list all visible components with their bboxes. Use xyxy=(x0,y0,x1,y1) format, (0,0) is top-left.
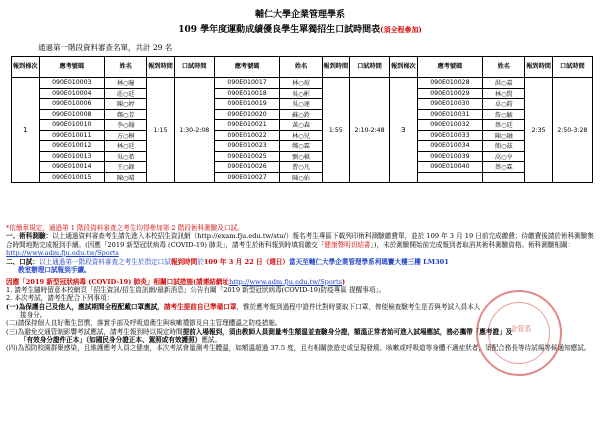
covid-2c-bold: 提前入場報到，須由教師人員測量考生額溫並查驗身分證，額溫正常者始可進入試場應試，務必攜帶「應考證」及 xyxy=(182,327,513,336)
exam-number: 090E010014 xyxy=(39,162,105,173)
header-checkin: 報到時間 xyxy=(322,57,349,78)
exam-number: 090E010027 xyxy=(214,172,280,183)
covid-item-1: 1. 請考生隨時留意本校網頁「招生資訊/招生資訊網/最新消息」公告有關「2019 新型冠狀病毒(COVID-19)防疫專區 提醒事項」。 xyxy=(6,286,386,295)
covid-item-2b: (二)請保持個人良好衛生習慣，落實手部及呼吸道衛生與咳嗽禮節及自主管理體溫之防疫措施。 xyxy=(6,319,282,328)
table-row xyxy=(12,88,593,99)
student-name: 陳○融 xyxy=(483,130,525,141)
header-name: 姓名 xyxy=(105,57,147,78)
schedule-table xyxy=(11,56,593,183)
header-group: 報到梯次 xyxy=(390,57,418,78)
schedule-title-text: 109 學年度運動成績優良學生單獨招生口試時間表 xyxy=(178,25,381,35)
covid-heading-post: ) xyxy=(341,277,346,286)
header-interview: 口試時間 xyxy=(552,57,592,78)
exam-number: 090E010008 xyxy=(39,109,105,120)
exam-number: 090E010031 xyxy=(417,109,483,120)
covid-heading xyxy=(6,278,596,286)
table-row xyxy=(12,109,593,120)
note-1-text: 以上通過資料審查考生請先進入本校招生資訊網（http://exam.fju.edu.tw/stu/）報名考生專區下載列印術科測驗繳費單，並於 109 年 3 月 19 日前完成繳費； xyxy=(52,232,522,241)
covid-2a-post: ，惟於應考報到過程中證件比對時要取下口罩，俾便檢查驗考生是否與考試入員本人 xyxy=(236,302,481,311)
student-name: 方○桐 xyxy=(105,130,147,141)
header-exam-no: 應考號碼 xyxy=(417,57,483,78)
header-name: 姓名 xyxy=(483,57,525,78)
student-name: 李○翰 xyxy=(105,120,147,131)
header-checkin: 報到時間 xyxy=(147,57,174,78)
exam-number: 090E010022 xyxy=(214,130,280,141)
table-row xyxy=(12,78,593,89)
checkin-time: 1:15 xyxy=(147,78,174,183)
student-name: 陳○晴 xyxy=(105,172,147,183)
exam-number: 090E010019 xyxy=(214,99,280,110)
note-1-label: 一、術科測驗： xyxy=(6,232,53,241)
exam-number: 090E010034 xyxy=(417,141,483,152)
covid-link[interactable]: http://www.adm.fju.edu.tw/Sports xyxy=(229,277,342,286)
student-name: 劉○棋 xyxy=(280,151,322,162)
group-number: 3 xyxy=(390,78,418,183)
table-row xyxy=(12,99,593,110)
header-interview: 口試時間 xyxy=(349,57,389,78)
student-name: 蘇○鈴 xyxy=(280,109,322,120)
exam-number: 090E010030 xyxy=(417,99,483,110)
note-1-form: 健康聲明切結書 xyxy=(324,240,371,249)
student-name: 簡○茲 xyxy=(483,141,525,152)
sports-link[interactable]: http://www.adm.fju.edu.tw/Sports xyxy=(6,248,119,257)
covid-2c-pre: (三)為避免交通管制影響考試應試，請考生報到時以規定時間 xyxy=(6,327,183,336)
covid-item-2d: (四)為預防校園群聚感染，且維護應考人員之健康，本次考試會量測考生體溫，如額溫超過 37.5 度，且有相關旅遊史或呈現發燒、咳嗽或呼吸道等身體不適症狀者，須配合務長等待試場等候通知應試。 xyxy=(6,344,591,353)
note-2-mid: 於 xyxy=(197,258,204,267)
student-name: 林○廷 xyxy=(105,141,147,152)
table-header-row xyxy=(12,57,593,78)
student-name: 陳○婷 xyxy=(105,99,147,110)
table-row xyxy=(12,120,593,131)
header-exam-no: 應考號碼 xyxy=(39,57,105,78)
header-name: 姓名 xyxy=(280,57,322,78)
covid-2c-bold2: 「有效身分證件正本」（如國民身分證正本、駕照或有效護照） xyxy=(20,335,202,344)
exam-number: 090E010015 xyxy=(39,172,105,183)
covid-2a-tail: 接身分。 xyxy=(20,310,47,319)
checkin-time: 1:55 xyxy=(322,78,349,183)
table-row xyxy=(12,151,593,162)
page-title: 輔仁大學企業管理學系 xyxy=(254,10,345,20)
student-name: 林○瞳 xyxy=(105,78,147,89)
note-2-label: 二、口試： xyxy=(6,258,39,267)
header-interview: 口試時間 xyxy=(174,57,214,78)
note-1-text3: 」)，未於測驗開始前完成報到者取消其術科測驗資格。術科測驗相關： xyxy=(370,240,575,249)
exam-number: 090E010039 xyxy=(417,151,483,162)
note-2-pre: 以上通過第一階段資料審查之考生於指定口試 xyxy=(38,258,171,267)
note-star: *依簡章規定，通過第 1 階段資料審查之考生均得參加第 2 階段術科測驗及口試。 xyxy=(6,224,244,232)
student-name: 莊○廷 xyxy=(105,88,147,99)
table-row xyxy=(12,162,593,173)
exam-number: 090E010011 xyxy=(39,130,105,141)
exam-number: 090E010017 xyxy=(214,78,280,89)
student-name: 陳○佑 xyxy=(280,172,322,183)
exam-number: 090E010029 xyxy=(417,88,483,99)
note-2-date: 109 年 3 月 22 日（週日） xyxy=(203,258,289,267)
note-2 xyxy=(6,258,596,275)
note-2-tail: 當天至輔仁大學企業管理學系利瑪竇大樓三樓 LM301 xyxy=(288,258,449,267)
student-name: 詹○毓 xyxy=(483,109,525,120)
department-seal xyxy=(476,290,562,376)
exam-number: 090E010023 xyxy=(214,141,280,152)
student-name: 王○錄 xyxy=(105,162,147,173)
note-2-tail2: 教室辦理口試報到手續。 xyxy=(18,266,91,275)
exam-number: 090E010025 xyxy=(214,151,280,162)
note-2-red: 報到時間 xyxy=(170,258,198,267)
exam-number: 090E010012 xyxy=(39,141,105,152)
interview-time: 2:50-3:28 xyxy=(552,78,592,183)
student-name xyxy=(483,172,525,183)
student-name: 蔡○霖 xyxy=(483,162,525,173)
exam-number: 090E010018 xyxy=(214,88,280,99)
student-name: 曹○凡 xyxy=(280,162,322,173)
schedule-title xyxy=(0,22,600,35)
covid-2c-post: 應試。 xyxy=(201,335,222,344)
table-row xyxy=(12,141,593,152)
student-name: 鄭○霖 xyxy=(280,141,322,152)
interview-time: 1:30-2:08 xyxy=(174,78,214,183)
checkin-time: 2:35 xyxy=(525,78,552,183)
note-1-text2: 待繳費後請於術科測驗集合時間地點完成報到手續。(因應「2019 新型冠狀病毒 (COVID-19) 肺炎」，請考生於術科報到時填寫繳交「 xyxy=(6,232,594,249)
student-name: 林○賢 xyxy=(483,88,525,99)
exam-number: 090E010020 xyxy=(214,109,280,120)
exam-number: 090E010013 xyxy=(39,151,105,162)
student-name: 吳○希 xyxy=(105,151,147,162)
interview-time: 2:10-2:48 xyxy=(349,78,389,183)
exam-number: 090E010004 xyxy=(39,88,105,99)
student-name: 黃○森 xyxy=(280,120,322,131)
seal-text: 企管系 xyxy=(510,325,532,333)
exam-number: 090E010026 xyxy=(214,162,280,173)
student-name: 高○亨 xyxy=(483,151,525,162)
covid-2a-red: 請考生提前自已準備口罩 xyxy=(163,302,237,311)
exam-number: 090E010032 xyxy=(417,120,483,131)
schedule-title-note: (須全程參加) xyxy=(380,25,422,34)
exam-number: 090E010028 xyxy=(417,78,483,89)
covid-heading-pre: 因應「2019 新型冠狀病毒 (COVID-19) 肺炎」相關口試措施(請連結網址 xyxy=(6,277,230,286)
header-checkin: 報到時間 xyxy=(525,57,552,78)
table-row xyxy=(12,172,593,183)
exam-number: 090E010021 xyxy=(214,120,280,131)
student-name: 蔡○廷 xyxy=(483,120,525,131)
exam-number xyxy=(417,172,483,183)
exam-number: 090E010040 xyxy=(417,162,483,173)
exam-number: 090E010010 xyxy=(39,120,105,131)
exam-number: 090E010033 xyxy=(417,130,483,141)
student-name: 林○瑄 xyxy=(280,78,322,89)
student-name: 卓○鈞 xyxy=(483,99,525,110)
covid-item-2: 2. 本次考試，請考生配合下列事項： xyxy=(6,294,114,303)
table-row xyxy=(12,130,593,141)
covid-2a-pre: (一)為保護自己及他人，應試期間全程配戴口罩應試， xyxy=(6,302,164,311)
exam-number: 090E010006 xyxy=(39,99,105,110)
summary-line: 通過第一階段資料審查名單，共計 29 名 xyxy=(38,43,173,52)
student-name: 吳○達 xyxy=(280,99,322,110)
note-1 xyxy=(6,232,596,257)
student-name: 吳○彬 xyxy=(280,88,322,99)
header-exam-no: 應考號碼 xyxy=(214,57,280,78)
group-number: 1 xyxy=(12,78,40,183)
student-name: 鄭○芳 xyxy=(105,109,147,120)
student-name: 洪○嘉 xyxy=(483,78,525,89)
student-name: 林○兒 xyxy=(280,130,322,141)
exam-number: 090E010003 xyxy=(39,78,105,89)
header-group: 報到梯次 xyxy=(12,57,40,78)
